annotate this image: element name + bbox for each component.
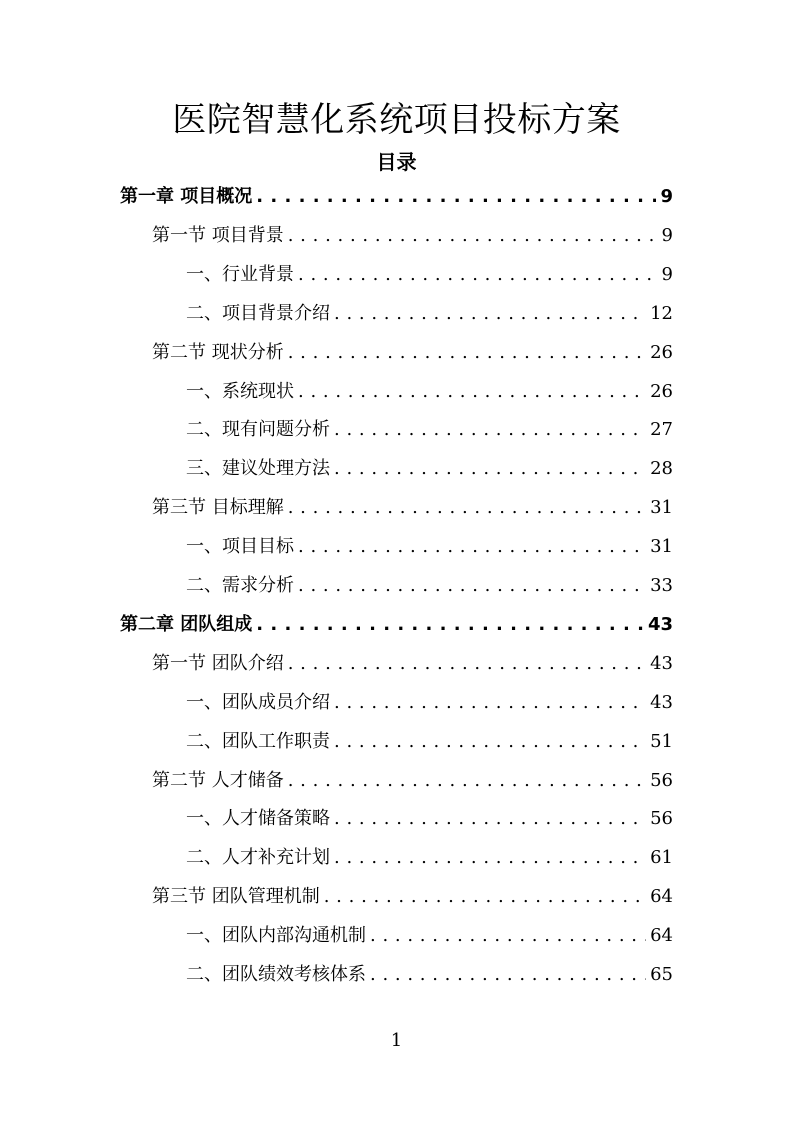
toc-entry-page: 43 [650, 691, 673, 713]
toc-entry-page: 61 [650, 847, 673, 869]
toc-entry-page: 9 [660, 186, 673, 207]
toc-leader-dots [370, 956, 646, 994]
toc-leader-dots [288, 489, 646, 527]
toc-leader-dots [288, 762, 646, 800]
toc-entry-label: 二、项目背景介绍 [186, 302, 330, 324]
toc-subsection-entry[interactable] [186, 839, 673, 877]
toc-entry-label: 第二章 团队组成 [120, 613, 253, 635]
toc-subsection-entry[interactable] [186, 528, 673, 566]
document-title: 医院智慧化系统项目投标方案 [172, 100, 621, 140]
toc-entry-label: 第三节 目标理解 [152, 497, 284, 519]
toc-entry-label: 二、现有问题分析 [186, 419, 330, 441]
toc-entry-label: 第三节 团队管理机制 [152, 886, 320, 908]
toc-entry-page: 56 [650, 808, 673, 830]
toc-subsection-entry[interactable] [186, 800, 673, 838]
toc-section-entry[interactable] [152, 334, 673, 372]
toc-entry-page: 56 [650, 769, 673, 791]
toc-leader-dots [334, 723, 646, 761]
toc-leader-dots [298, 256, 658, 294]
toc-entry-page: 31 [650, 536, 673, 558]
toc-subsection-entry[interactable] [186, 684, 673, 722]
toc-entry-page: 51 [650, 730, 673, 752]
toc-entry-page: 64 [650, 925, 673, 947]
toc-subsection-entry[interactable] [186, 373, 673, 411]
toc-leader-dots [256, 606, 644, 644]
toc-leader-dots [288, 645, 646, 683]
toc-subsection-entry[interactable] [186, 295, 673, 333]
toc-entry-page: 12 [650, 302, 673, 324]
toc-chapter-entry[interactable] [120, 178, 673, 216]
toc-leader-dots [298, 373, 646, 411]
toc-entry-label: 一、行业背景 [186, 263, 294, 285]
toc-subsection-entry[interactable] [186, 956, 673, 994]
toc-entry-page: 43 [650, 652, 673, 674]
toc-subsection-entry[interactable] [186, 917, 673, 955]
toc-entry-page: 9 [661, 263, 673, 285]
toc-entry-label: 第二节 现状分析 [152, 341, 284, 363]
toc-entry-page: 65 [650, 964, 673, 985]
toc-entry-label: 一、团队内部沟通机制 [186, 925, 366, 947]
toc-leader-dots [288, 334, 646, 372]
toc-entry-label: 一、人才储备策略 [186, 808, 330, 830]
toc-entry-page: 9 [661, 224, 673, 246]
toc-leader-dots [288, 217, 658, 255]
toc-leader-dots [298, 567, 646, 605]
toc-leader-dots [334, 450, 646, 488]
toc-entry-label: 第一节 团队介绍 [152, 652, 284, 674]
toc-leader-dots [324, 878, 646, 916]
toc-heading: 目录 [376, 150, 417, 174]
toc-entry-page: 43 [647, 613, 673, 635]
toc-chapter-entry[interactable] [120, 606, 673, 644]
toc-section-entry[interactable] [152, 878, 673, 916]
toc-subsection-entry[interactable] [186, 411, 673, 449]
toc-entry-page: 31 [650, 497, 673, 519]
toc-entry-label: 二、团队绩效考核体系 [186, 964, 366, 985]
toc-section-entry[interactable] [152, 762, 673, 800]
toc-entry-page: 33 [650, 575, 673, 596]
toc-entry-label: 第二节 人才储备 [152, 769, 284, 791]
toc-entry-label: 三、建议处理方法 [186, 458, 330, 480]
toc-entry-page: 27 [650, 419, 673, 441]
toc-entry-label: 二、需求分析 [186, 575, 294, 596]
toc-entry-page: 64 [650, 886, 673, 908]
toc-leader-dots [334, 839, 646, 877]
toc-leader-dots [298, 528, 646, 566]
toc-subsection-entry[interactable] [186, 256, 673, 294]
toc-entry-label: 一、系统现状 [186, 380, 294, 402]
toc-leader-dots [334, 411, 646, 449]
toc-subsection-entry[interactable] [186, 723, 673, 761]
toc-entry-label: 第一章 项目概况 [120, 186, 253, 207]
toc-section-entry[interactable] [152, 645, 673, 683]
toc-subsection-entry[interactable] [186, 567, 673, 605]
toc-leader-dots [334, 800, 646, 838]
toc-entry-label: 一、团队成员介绍 [186, 691, 330, 713]
toc-leader-dots [334, 295, 646, 333]
toc-entry-label: 二、团队工作职责 [186, 730, 330, 752]
toc-entry-label: 一、项目目标 [186, 536, 294, 558]
toc-leader-dots [256, 178, 656, 216]
toc-subsection-entry[interactable] [186, 450, 673, 488]
toc-section-entry[interactable] [152, 489, 673, 527]
toc-entry-label: 第一节 项目背景 [152, 224, 284, 246]
toc-entry-page: 26 [650, 341, 673, 363]
toc-entry-label: 二、人才补充计划 [186, 847, 330, 869]
toc-section-entry[interactable] [152, 217, 673, 255]
toc-leader-dots [334, 684, 646, 722]
page-number: 1 [390, 1030, 403, 1051]
toc-entry-page: 28 [650, 458, 673, 480]
toc-leader-dots [370, 917, 646, 955]
toc-entry-page: 26 [650, 380, 673, 402]
